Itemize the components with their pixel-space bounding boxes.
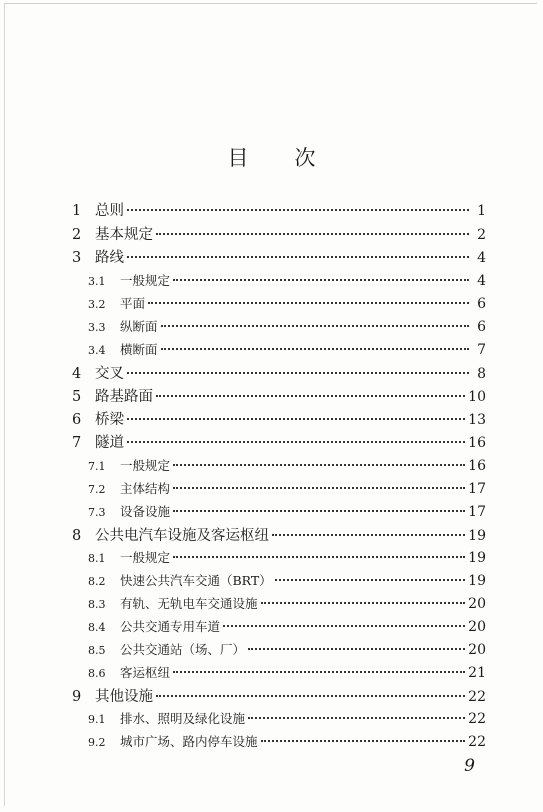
toc-entry-label: 排水、照明及绿化设施 [120, 711, 246, 726]
toc-entry-label: 设备设施 [120, 504, 171, 519]
leader-dots [261, 740, 466, 742]
leader-dots [173, 671, 465, 673]
leader-dots [248, 648, 465, 650]
toc-entry-label: 其他设施 [95, 689, 153, 705]
toc-entry-page: 20 [468, 596, 486, 612]
toc-entry-page: 13 [468, 412, 486, 428]
leader-dots [161, 348, 469, 350]
leader-dots [148, 302, 469, 304]
toc-entry-label: 公共电汽车设施及客运枢纽 [95, 528, 269, 544]
toc-entry-page: 20 [468, 642, 486, 658]
toc-entry[interactable] [88, 640, 486, 658]
toc-entry-page: 16 [468, 458, 486, 474]
toc-entry-label: 一般规定 [120, 273, 171, 288]
toc-entry-number: 5 [72, 389, 82, 405]
toc-entry-number: 8.3 [88, 598, 106, 611]
toc-entry-label: 平面 [120, 296, 146, 311]
toc-entry-number: 8.2 [88, 575, 106, 588]
toc-entry-label: 横断面 [120, 342, 158, 357]
toc-entry-number: 8.4 [88, 621, 106, 634]
toc-entry-page: 2 [477, 227, 486, 243]
toc-entry-label: 公共交通站（场、厂） [120, 642, 246, 657]
toc-entry-page: 17 [468, 481, 486, 497]
toc-entry[interactable] [88, 502, 486, 520]
toc-entry-page: 6 [477, 319, 486, 335]
leader-dots [173, 279, 469, 281]
leader-dots [223, 625, 465, 627]
toc-entry[interactable] [88, 479, 486, 497]
toc-entry-page: 20 [468, 619, 486, 635]
leader-dots [156, 695, 465, 697]
toc-entry[interactable] [72, 362, 486, 383]
toc-entry[interactable] [88, 617, 486, 635]
leader-dots [127, 209, 469, 211]
toc-entry-number: 3 [72, 250, 82, 266]
toc-entry-number: 7.2 [88, 483, 106, 496]
toc-entry-page: 22 [468, 689, 486, 705]
toc-entry-label: 主体结构 [120, 481, 171, 496]
toc-entry-label: 客运枢纽 [120, 665, 171, 680]
toc-entry[interactable] [88, 732, 486, 750]
toc-entry-number: 3.4 [88, 344, 106, 357]
toc-entry-number: 7.3 [88, 506, 106, 519]
toc-entry[interactable] [88, 456, 486, 474]
toc-entry-page: 7 [477, 342, 486, 358]
toc-entry[interactable] [88, 294, 486, 312]
leader-dots [261, 602, 466, 604]
toc-entry-page: 4 [477, 250, 486, 266]
toc-title-char-1: 目 [227, 146, 249, 170]
toc-entry-number: 3.3 [88, 321, 106, 334]
toc-entry[interactable] [88, 571, 486, 589]
toc-entry-number: 2 [72, 227, 82, 243]
leader-dots [272, 534, 465, 536]
leader-dots [127, 441, 465, 443]
toc-title-char-2: 次 [294, 146, 316, 170]
toc-entry[interactable] [88, 663, 486, 681]
toc-entry-label: 路线 [95, 250, 124, 266]
toc-entry-page: 19 [468, 528, 486, 544]
leader-dots [173, 487, 465, 489]
toc-entry-page: 22 [468, 734, 486, 750]
leader-dots [156, 233, 469, 235]
toc-entry-number: 6 [72, 412, 82, 428]
toc-entry-label: 城市广场、路内停车设施 [120, 734, 258, 749]
toc-entry-label: 交叉 [95, 366, 124, 382]
toc-entry-label: 快速公共汽车交通（BRT） [120, 573, 272, 588]
toc-entry-label: 有轨、无轨电车交通设施 [120, 596, 258, 611]
leader-dots [173, 510, 465, 512]
toc-entry-number: 8.6 [88, 667, 106, 680]
toc-title [0, 142, 543, 172]
toc-entry-page: 16 [468, 435, 486, 451]
toc-entry-page: 8 [477, 366, 486, 382]
toc-entry[interactable] [88, 271, 486, 289]
leader-dots [173, 556, 465, 558]
leader-dots [275, 579, 465, 581]
toc-entry-page: 10 [468, 389, 486, 405]
toc-entry-number: 8.5 [88, 644, 106, 657]
toc-entry[interactable] [72, 199, 486, 220]
toc-entry-label: 基本规定 [95, 227, 153, 243]
toc-entry-page: 17 [468, 504, 486, 520]
toc-entry-number: 8 [72, 528, 82, 544]
toc-entry-number: 7 [72, 435, 82, 451]
toc-entry[interactable] [88, 594, 486, 612]
toc-entry-number: 8.1 [88, 552, 106, 565]
toc-entry[interactable] [88, 317, 486, 335]
toc-entry[interactable] [88, 709, 486, 727]
leader-dots [173, 464, 465, 466]
toc-entry-label: 总则 [95, 203, 124, 219]
toc-entry-page: 6 [477, 296, 486, 312]
toc-entry-label: 公共交通专用车道 [120, 619, 221, 634]
toc-entry-page: 1 [477, 203, 486, 219]
toc-entry[interactable] [72, 524, 486, 545]
toc-entry-label: 桥梁 [95, 412, 124, 428]
toc-entry[interactable] [88, 548, 486, 566]
leader-dots [161, 325, 469, 327]
leader-dots [248, 717, 465, 719]
toc-entry-number: 7.1 [88, 460, 106, 473]
toc-entry-page: 21 [468, 665, 486, 681]
toc-entry-number: 1 [72, 203, 82, 219]
toc-entry-number: 9.1 [88, 713, 106, 726]
toc-entry-number: 9 [72, 689, 82, 705]
toc-entry[interactable] [88, 340, 486, 358]
toc-entry[interactable] [72, 246, 486, 267]
leader-dots [156, 395, 465, 397]
toc-entry-label: 路基路面 [95, 389, 153, 405]
toc-entry-page: 19 [468, 550, 486, 566]
footer-page-number: 9 [464, 756, 475, 776]
toc-entry[interactable] [72, 223, 486, 244]
leader-dots [127, 418, 465, 420]
toc-entry-number: 3.1 [88, 275, 106, 288]
toc-entry-page: 22 [468, 711, 486, 727]
toc-entry-label: 一般规定 [120, 458, 171, 473]
toc-entry-number: 4 [72, 366, 82, 382]
toc-entry-number: 9.2 [88, 736, 106, 749]
toc-entry-page: 19 [468, 573, 486, 589]
toc-entry-page: 4 [477, 273, 486, 289]
leader-dots [127, 256, 469, 258]
toc-entry[interactable] [72, 408, 486, 429]
toc-entry-label: 隧道 [95, 435, 124, 451]
toc-entry-label: 一般规定 [120, 550, 171, 565]
toc-entry[interactable] [72, 385, 486, 406]
leader-dots [127, 372, 469, 374]
toc-entry[interactable] [72, 431, 486, 452]
toc-entry-number: 3.2 [88, 298, 106, 311]
toc-entry-label: 纵断面 [120, 319, 158, 334]
toc-entry[interactable] [72, 685, 486, 706]
